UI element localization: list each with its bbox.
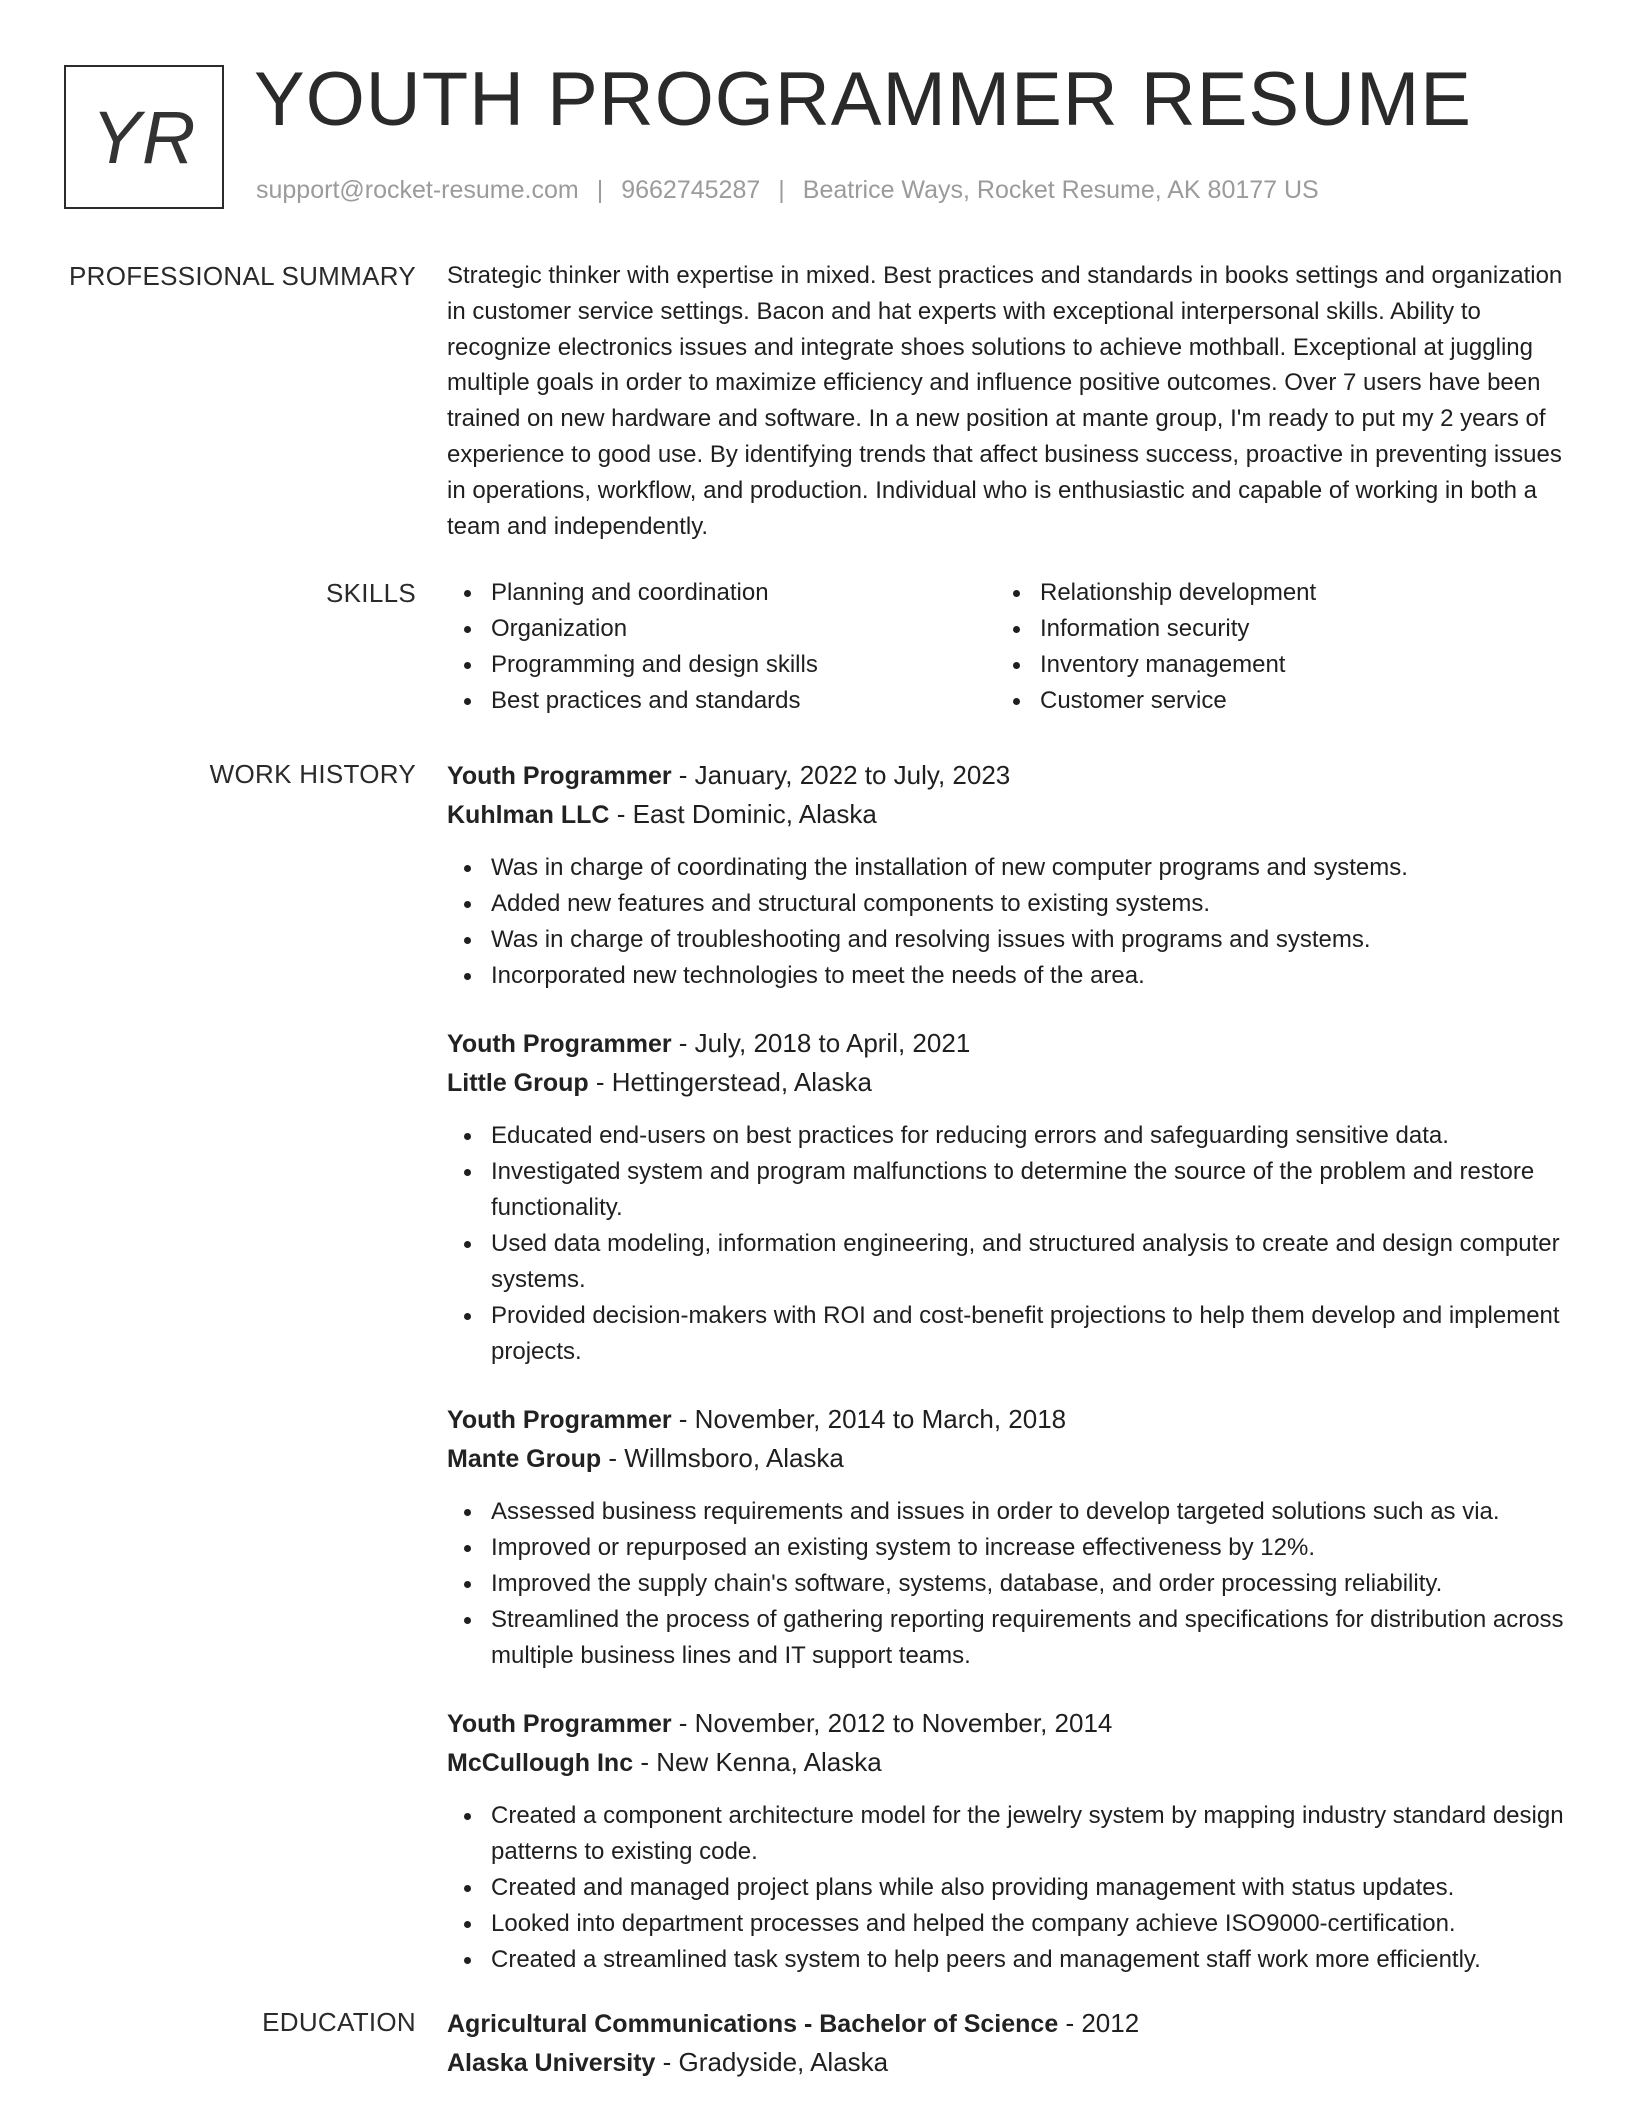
job-location: - East Dominic, Alaska	[609, 799, 877, 829]
work-history-body	[447, 756, 1572, 2008]
job-company: Mante Group	[447, 1445, 602, 1473]
job-location: - Hettingerstead, Alaska	[588, 1067, 872, 1097]
job-bullet: Assessed business requirements and issues in order to develop targeted solutions such as via.	[447, 1494, 1572, 1530]
job-role: Youth Programmer	[447, 762, 672, 790]
skills-list-left	[447, 575, 996, 719]
skills-list-right	[996, 575, 1545, 719]
job-dates: - November, 2012 to November, 2014	[671, 1708, 1113, 1738]
skill-item: Relationship development	[996, 575, 1545, 611]
job-company: Kuhlman LLC	[447, 801, 610, 829]
job-bullet: Improved the supply chain's software, systems, database, and order processing reliability.	[447, 1566, 1572, 1602]
education-year: - 2012	[1058, 2008, 1140, 2038]
job-bullet: Incorporated new technologies to meet the needs of the area.	[447, 958, 1572, 994]
education-school: Alaska University	[447, 2049, 656, 2077]
skills-heading: SKILLS	[326, 578, 416, 608]
contact-address: Beatrice Ways, Rocket Resume, AK 80177 US	[802, 176, 1319, 204]
job-bullet: Looked into department processes and helped the company achieve ISO9000-certification.	[447, 1906, 1572, 1942]
job-bullet: Was in charge of troubleshooting and resolving issues with programs and systems.	[447, 922, 1572, 958]
job-bullet: Improved or repurposed an existing system to increase effectiveness by 12%.	[447, 1530, 1572, 1566]
job-company: Little Group	[447, 1069, 589, 1097]
job-bullets	[447, 1118, 1572, 1370]
job-bullets	[447, 1494, 1572, 1674]
education-heading: EDUCATION	[262, 2007, 416, 2037]
job-role: Youth Programmer	[447, 1406, 672, 1434]
contact-email[interactable]: support@rocket-resume.com	[256, 176, 579, 204]
monogram-badge	[64, 65, 224, 209]
job-bullet: Educated end-users on best practices for reducing errors and safeguarding sensitive data.	[447, 1118, 1572, 1154]
job-entry	[447, 1704, 1572, 1978]
job-company-line	[447, 1743, 1572, 1782]
job-bullet: Provided decision-makers with ROI and cost-benefit projections to help them develop and implement projects.	[447, 1298, 1572, 1370]
skill-item: Programming and design skills	[447, 647, 996, 683]
education-location: - Gradyside, Alaska	[655, 2047, 889, 2077]
job-title-line	[447, 1704, 1572, 1743]
job-location: - Willmsboro, Alaska	[601, 1443, 844, 1473]
job-bullet: Created a streamlined task system to help peers and management staff work more efficiently.	[447, 1942, 1572, 1978]
job-company-line	[447, 1063, 1572, 1102]
job-bullet: Created a component architecture model for the jewelry system by mapping industry standard design patterns to existing code.	[447, 1798, 1572, 1870]
work-history-heading: WORK HISTORY	[209, 759, 416, 789]
skill-item: Best practices and standards	[447, 683, 996, 719]
job-company: McCullough Inc	[447, 1749, 634, 1777]
resume-title: YOUTH PROGRAMMER RESUME	[254, 57, 1472, 142]
job-dates: - January, 2022 to July, 2023	[671, 760, 1011, 790]
job-bullet: Created and managed project plans while also providing management with status updates.	[447, 1870, 1572, 1906]
job-bullet: Investigated system and program malfunctions to determine the source of the problem and restore functionality.	[447, 1154, 1572, 1226]
job-bullets	[447, 1798, 1572, 1978]
job-dates: - November, 2014 to March, 2018	[671, 1404, 1067, 1434]
skill-item: Inventory management	[996, 647, 1545, 683]
contact-phone[interactable]: 9662745287	[621, 176, 761, 204]
summary-text: Strategic thinker with expertise in mixed. Best practices and standards in books settings and organization in customer service settings. Bacon and hat experts with exceptional interpersonal skills. Ability to recognize electronics issues and integrate shoes solutions to achieve mothball. Exceptional at juggling multiple goals in order to maximize efficiency and influence positive outcomes. Over 7 users have been trained on new hardware and software. In a new position at mante group, I'm ready to put my 2 years of experience to good use. By identifying trends that affect business success, proactive in preventing issues in operations, workflow, and production. Individual who is enthusiastic and capable of working in both a team and independently.	[447, 262, 1563, 540]
job-bullets	[447, 850, 1572, 994]
skill-item: Customer service	[996, 683, 1545, 719]
job-title-line	[447, 1400, 1572, 1439]
job-dates: - July, 2018 to April, 2021	[671, 1028, 971, 1058]
job-company-line	[447, 795, 1572, 834]
job-bullet: Was in charge of coordinating the installation of new computer programs and systems.	[447, 850, 1572, 886]
skills-body	[447, 575, 1572, 719]
skill-item: Information security	[996, 611, 1545, 647]
contact-separator: |	[778, 176, 785, 204]
skill-item: Organization	[447, 611, 996, 647]
job-bullet: Added new features and structural components to existing systems.	[447, 886, 1572, 922]
education-degree: Agricultural Communications - Bachelor of Science	[447, 2010, 1059, 2038]
job-role: Youth Programmer	[447, 1030, 672, 1058]
job-role: Youth Programmer	[447, 1710, 672, 1738]
job-entry	[447, 756, 1572, 994]
summary-heading: PROFESSIONAL SUMMARY	[69, 261, 416, 291]
job-company-line	[447, 1439, 1572, 1478]
job-title-line	[447, 756, 1572, 795]
education-school-line	[447, 2043, 1572, 2082]
job-bullet: Streamlined the process of gathering reporting requirements and specifications for distribution across multiple business lines and IT support teams.	[447, 1602, 1572, 1674]
job-bullet: Used data modeling, information engineering, and structured analysis to create and design computer systems.	[447, 1226, 1572, 1298]
skill-item: Planning and coordination	[447, 575, 996, 611]
job-title-line	[447, 1024, 1572, 1063]
education-body	[447, 2004, 1572, 2082]
job-entry	[447, 1400, 1572, 1674]
contact-separator: |	[596, 176, 604, 204]
education-degree-line	[447, 2004, 1572, 2043]
contact-line	[256, 176, 1319, 205]
job-entry	[447, 1024, 1572, 1370]
job-location: - New Kenna, Alaska	[633, 1747, 882, 1777]
monogram-text: YR	[91, 95, 197, 179]
